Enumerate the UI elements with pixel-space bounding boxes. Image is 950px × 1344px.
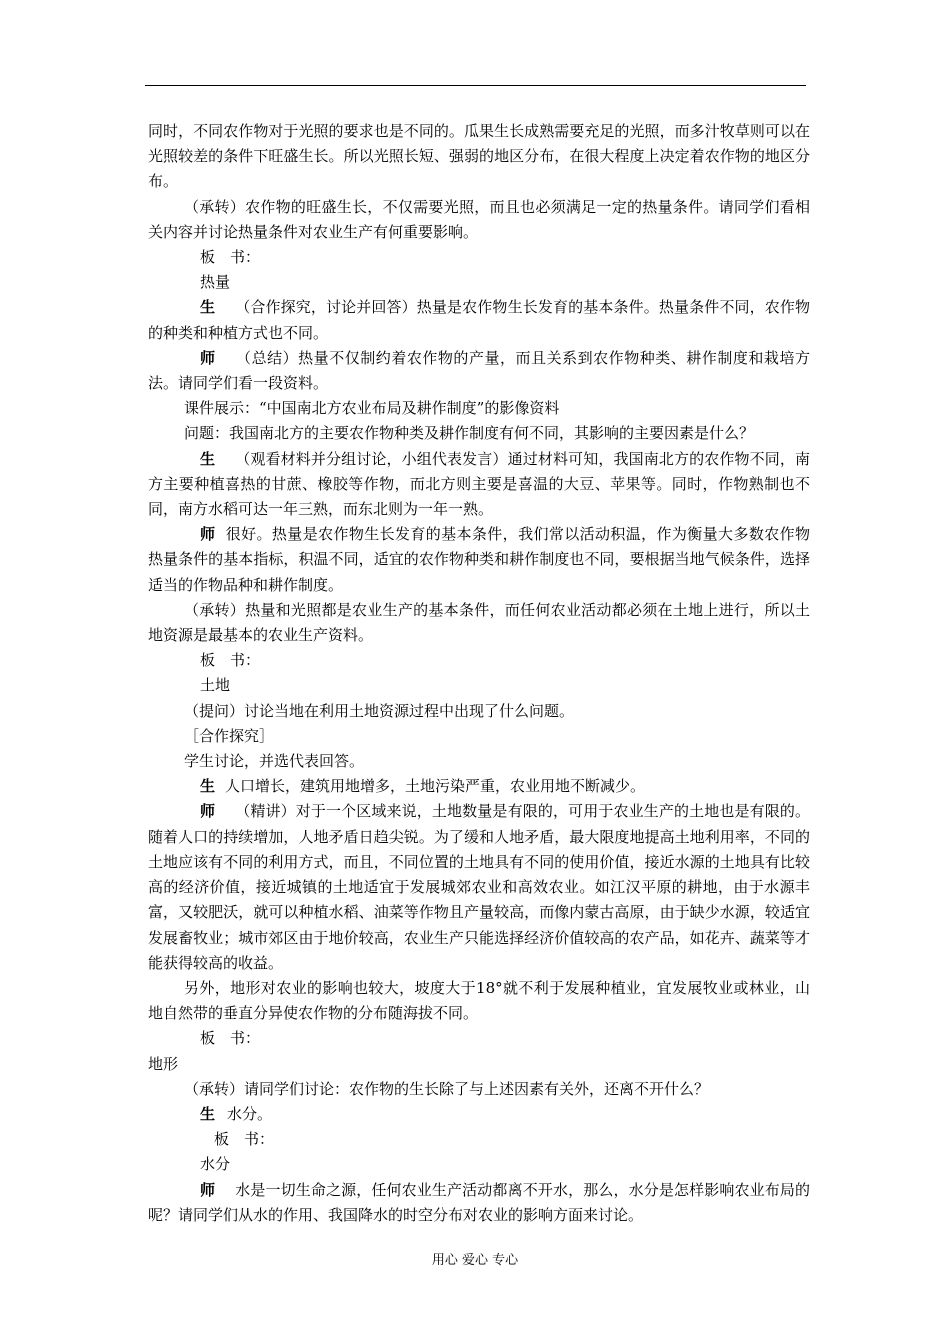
paragraph: ［合作探究］ (184, 726, 275, 745)
board-heading: 板 书： (200, 1029, 261, 1048)
speaker-label: 师 (200, 802, 216, 821)
paragraph: （承转）热量和光照都是农业生产的基本条件，而任何农业活动都必须在土地上进行，所以土地资源是最基本的农业生产资料。 (148, 600, 810, 645)
dialogue-paragraph (148, 447, 810, 523)
dialogue-text: 很好。热量是农作物生长发育的基本条件，我们常以活动积温，作为衡量大多数农作物热量条件的基本指标，积温不同，适宜的农作物种类和耕作制度也不同，要根据当地气候条件，选择适当的作物品种和耕作制度。 (148, 525, 810, 594)
paragraph: 问题：我国南北方的主要农作物种类及耕作制度有何不同，其影响的主要因素是什么？ (184, 424, 755, 443)
paragraph: （承转）请同学们讨论：农作物的生长除了与上述因素有关外，还离不开什么？ (184, 1079, 710, 1098)
speaker-label: 师 (200, 1180, 216, 1199)
board-heading: 板 书： (200, 248, 261, 267)
paragraph: （提问）讨论当地在利用土地资源过程中出现了什么问题。 (184, 701, 575, 720)
dialogue-text: （精讲）对于一个区域来说，土地数量是有限的，可用于农业生产的土地也是有限的。随着人口的持续增加，人地矛盾日趋尖锐。为了缓和人地矛盾，最大限度地提高土地利用率，不同的土地应该有不同的利用方式，而且，不同位置的土地具有不同的使用价值，接近水源的土地具有比较高的经济价值，接近城镇的土地适宜于发展城郊农业和高效农业。如江汉平原的耕地，由于水源丰富，又较肥沃，就可以种植水稻、油菜等作物且产量较高，而像内蒙古高原，由于缺少水源，较适宜发展畜牧业；城市郊区由于地价较高，农业生产只能选择经济价值较高的农产品，如花卉、蔬菜等才能获得较高的收益。 (148, 802, 810, 972)
dialogue-text: 水是一切生命之源，任何农业生产活动都离不开水，那么，水分是怎样影响农业布局的呢？请同学们从水的作用、我国降水的时空分布对农业的影响方面来讨论。 (148, 1180, 810, 1224)
board-item: 水分 (200, 1155, 231, 1174)
board-item: 热量 (200, 273, 231, 292)
page-footer: 用心 爱心 专心 (431, 1253, 519, 1268)
board-item: 土地 (200, 676, 231, 695)
paragraph: （承转）农作物的旺盛生长，不仅需要光照，而且也必须满足一定的热量条件。请同学们看相关内容并讨论热量条件对农业生产有何重要影响。 (148, 197, 810, 241)
paragraph: 学生讨论，并选代表回答。 (184, 752, 365, 771)
dialogue-text: 水分。 (227, 1104, 273, 1123)
dialogue-paragraph (148, 1102, 810, 1127)
dialogue-paragraph (148, 522, 810, 598)
header-rule (145, 85, 806, 86)
dialogue-paragraph (148, 1178, 810, 1228)
speaker-label: 生 (200, 777, 216, 796)
dialogue-text: （观看材料并分组讨论，小组代表发言）通过材料可知，我国南北方的农作物不同，南方主要种植喜热的甘蔗、橡胶等作物，而北方则主要是喜温的大豆、苹果等。同时，作物熟制也不同，南方水稻可达一年三熟，而东北则为一年一熟。 (148, 449, 810, 519)
board-heading: 板 书： (200, 651, 261, 670)
document-body (148, 119, 810, 1228)
dialogue-paragraph (148, 774, 810, 799)
board-item: 地形 (148, 1054, 179, 1073)
dialogue-paragraph (148, 295, 810, 345)
speaker-label: 生 (200, 1104, 216, 1123)
dialogue-text: 人口增长，建筑用地增多，土地污染严重，农业用地不断减少。 (225, 777, 646, 796)
dialogue-text: （总结）热量不仅制约着农作物的产量，而且关系到农作物种类、耕作制度和栽培方法。请同学们看一段资料。 (148, 348, 810, 393)
paragraph: 另外，地形对农业的影响也较大，坡度大于18°就不利于发展种植业，宜发展牧业或林业，山地自然带的垂直分异使农作物的分布随海拔不同。 (148, 978, 810, 1023)
dialogue-text: （合作探究，讨论并回答）热量是农作物生长发育的基本条件。热量条件不同，农作物的种类和种植方式也不同。 (148, 298, 810, 342)
speaker-label: 生 (200, 298, 216, 317)
speaker-label: 师 (200, 348, 216, 367)
speaker-label: 师 (200, 525, 216, 544)
paragraph: 同时，不同农作物对于光照的要求也是不同的。瓜果生长成熟需要充足的光照，而多汁牧草则可以在光照较差的条件下旺盛生长。所以光照长短、强弱的地区分布，在很大程度上决定着农作物的地区分布。 (148, 122, 810, 191)
dialogue-paragraph (148, 799, 810, 975)
speaker-label: 生 (200, 449, 216, 468)
board-heading: 板 书： (214, 1130, 275, 1149)
dialogue-paragraph (148, 346, 810, 396)
paragraph: 课件展示：“中国南北方农业布局及耕作制度”的影像资料 (184, 399, 560, 418)
